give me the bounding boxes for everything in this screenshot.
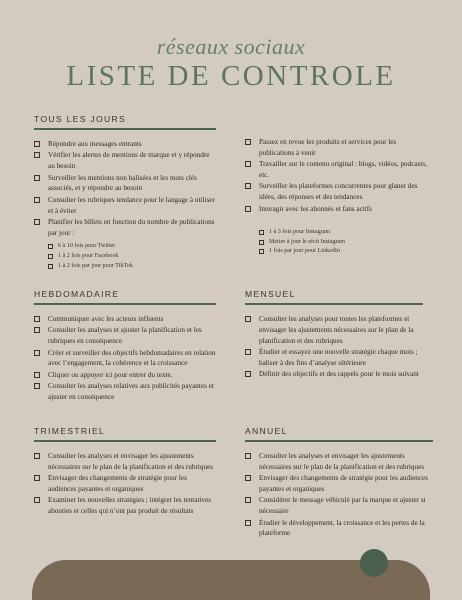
item-text: Planifier les billets en fonction du nombre de publications par jour : <box>48 217 215 237</box>
item-text: Consulter les rubriques tendance pour le langage à utiliser et à éviter <box>48 195 215 215</box>
checkbox[interactable] <box>245 316 251 322</box>
section-heading-daily: TOUS LES JOURS <box>34 114 216 130</box>
list-item <box>245 314 423 346</box>
text-entry-placeholder[interactable]: Cliquer ou appuyer ici pour entrer du texte. <box>48 370 173 379</box>
list-item <box>34 381 216 403</box>
list-item <box>34 473 216 495</box>
list-item <box>245 495 433 517</box>
item-text: Considérer le message véhiculé par la marque et ajuster si nécessaire <box>259 496 426 516</box>
item-text: Consulter les analyses pour toutes les plateformes et envisager les ajustements nécessaires sur le plan de la planification et des rubriques <box>259 315 414 345</box>
item-text: Consulter les analyses et envisager les ajustements nécessaires sur le plan de la planification et des rubriques <box>48 452 214 471</box>
item-text: Répondre aux messages entrants <box>48 140 142 148</box>
checkbox[interactable] <box>245 139 251 145</box>
list-item <box>34 139 216 150</box>
list-item <box>245 181 433 203</box>
list-item <box>245 347 423 369</box>
sub-list-item <box>245 247 433 256</box>
checkbox[interactable] <box>34 316 40 322</box>
sub-item-text: Mettre à jour le récit Instagram <box>269 238 345 245</box>
checkbox[interactable] <box>34 383 40 389</box>
item-text: Consulter les analyses relatives aux publicités payantes et ajuster en conséquence <box>48 382 214 401</box>
checkbox[interactable] <box>34 497 40 503</box>
item-text: Vérifier les alertes de mentions de marque et y répondre au besoin <box>48 151 210 171</box>
sub-item-text: 1 à 2 fois pour Facebook <box>58 252 119 259</box>
section-quarterly <box>34 426 216 518</box>
checkbox[interactable] <box>245 161 251 167</box>
checkbox[interactable] <box>245 371 251 377</box>
decorative-circle <box>360 549 388 577</box>
list-item <box>34 314 216 325</box>
item-text: Envisager des changements de stratégie pour les audiences payantes et organiques <box>259 474 429 493</box>
list-item <box>34 451 216 473</box>
monthly-checklist <box>245 314 423 380</box>
item-text: Étudier et essayez une nouvelle stratégie chaque mois ; baliser à des fins d’analyse ultérieure <box>259 347 418 367</box>
checkbox[interactable] <box>34 453 40 459</box>
sub-list-item <box>245 228 433 237</box>
checkbox[interactable] <box>34 475 40 481</box>
list-item <box>34 173 216 195</box>
list-item <box>245 369 423 380</box>
daily-right-checklist <box>245 137 433 214</box>
checkbox[interactable] <box>34 350 40 356</box>
checkbox[interactable] <box>245 183 251 189</box>
section-heading-monthly: MENSUEL <box>245 289 423 305</box>
section-heading-weekly: HEBDOMADAIRE <box>34 289 216 305</box>
item-text: Travailler sur le contenu original : blogs, vidéos, podcasts, etc. <box>259 160 428 179</box>
item-text: Passez en revue les produits et services pour les publications à venir <box>259 138 397 157</box>
sub-item-text: 1 fois par jour pour LinkedIn <box>269 248 340 255</box>
checkbox[interactable] <box>34 152 40 158</box>
sub-item-text: 1 à 2 fois par jour pour TikTok <box>58 262 133 269</box>
daily-right-sublist <box>245 228 433 256</box>
sub-item-text: 1 à 3 fois pour Instagram <box>269 229 331 236</box>
checkbox[interactable] <box>34 327 40 333</box>
list-item <box>245 137 433 159</box>
list-item <box>34 150 216 172</box>
item-text: Envisager des changements de stratégie pour les audiences payantes et organiques <box>48 474 187 493</box>
checkbox[interactable] <box>245 453 251 459</box>
list-item <box>245 204 433 215</box>
list-item <box>34 348 216 370</box>
item-text: Surveiller les plateformes concurrentes pour glaner des idées, des réponses et des tendances <box>259 182 418 202</box>
section-daily-right <box>245 137 433 259</box>
checkbox[interactable] <box>245 475 251 481</box>
list-item <box>34 217 216 271</box>
item-text: Définir des objectifs et des rappels pour le mois suivant <box>259 370 419 379</box>
item-text: Interagir avec les abonnés et fans actifs <box>259 204 372 213</box>
checkbox[interactable] <box>34 141 40 147</box>
item-text: Consulter les analyses et ajuster la planification et les rubriques en conséquence <box>48 326 202 346</box>
checkbox[interactable] <box>259 240 264 245</box>
list-item <box>34 195 216 217</box>
list-item <box>245 518 433 540</box>
checkbox[interactable] <box>245 349 251 355</box>
checkbox[interactable] <box>34 197 40 203</box>
daily-checklist <box>34 139 216 271</box>
list-item <box>245 473 433 495</box>
checkbox[interactable] <box>34 175 40 181</box>
page-subtitle: réseaux sociaux <box>156 34 306 59</box>
checkbox[interactable] <box>34 219 40 225</box>
checkbox[interactable] <box>245 497 251 503</box>
list-item <box>34 325 216 347</box>
section-monthly <box>245 289 423 381</box>
page-title: LISTE DE CONTROLE <box>66 60 396 92</box>
sub-list-item <box>34 262 216 271</box>
sub-list-item <box>34 252 216 261</box>
item-text: Créer et surveiller des objectifs hebdomadaires en relation avec l’engagement, la cohérence et la croissance <box>48 348 216 368</box>
item-text: Étudier le développement, la croissance et les pertes de la plateforme <box>259 518 425 538</box>
section-heading-quarterly: TRIMESTRIEL <box>34 426 216 442</box>
item-text: Examiner les nouvelles stratégies ; intégrer les tentatives abouties et celles qui n’ont pas produit de résultats <box>48 496 212 516</box>
checkbox[interactable] <box>48 264 53 269</box>
list-item <box>34 495 216 517</box>
checkbox[interactable] <box>245 520 251 526</box>
weekly-checklist <box>34 314 216 403</box>
section-annual <box>245 426 433 540</box>
section-daily <box>34 114 216 273</box>
item-text: Communiquer avec les acteurs influents <box>48 315 164 323</box>
checkbox[interactable] <box>245 206 251 212</box>
item-text: Surveiller les mentions non balisées et les mots clés associés, et y répondre au besoin <box>48 173 197 193</box>
sub-list-item <box>245 238 433 247</box>
quarterly-checklist <box>34 451 216 517</box>
checkbox[interactable] <box>48 244 53 249</box>
section-heading-annual: ANNUEL <box>245 426 433 442</box>
checkbox[interactable] <box>259 249 264 254</box>
checkbox[interactable] <box>259 230 264 235</box>
daily-sublist <box>34 242 216 271</box>
checkbox[interactable] <box>34 372 40 378</box>
list-item <box>245 159 433 181</box>
checkbox[interactable] <box>48 254 53 259</box>
sub-item-text: 6 à 10 fois pour Twitter <box>58 242 116 249</box>
sub-list-item <box>34 242 216 251</box>
item-text: Consulter les analyses et envisager les ajustements nécessaires sur le plan de la planification et des rubriques <box>259 452 425 471</box>
list-item[interactable] <box>34 370 216 381</box>
list-item <box>245 451 433 473</box>
section-weekly <box>34 289 216 403</box>
annual-checklist <box>245 451 433 539</box>
